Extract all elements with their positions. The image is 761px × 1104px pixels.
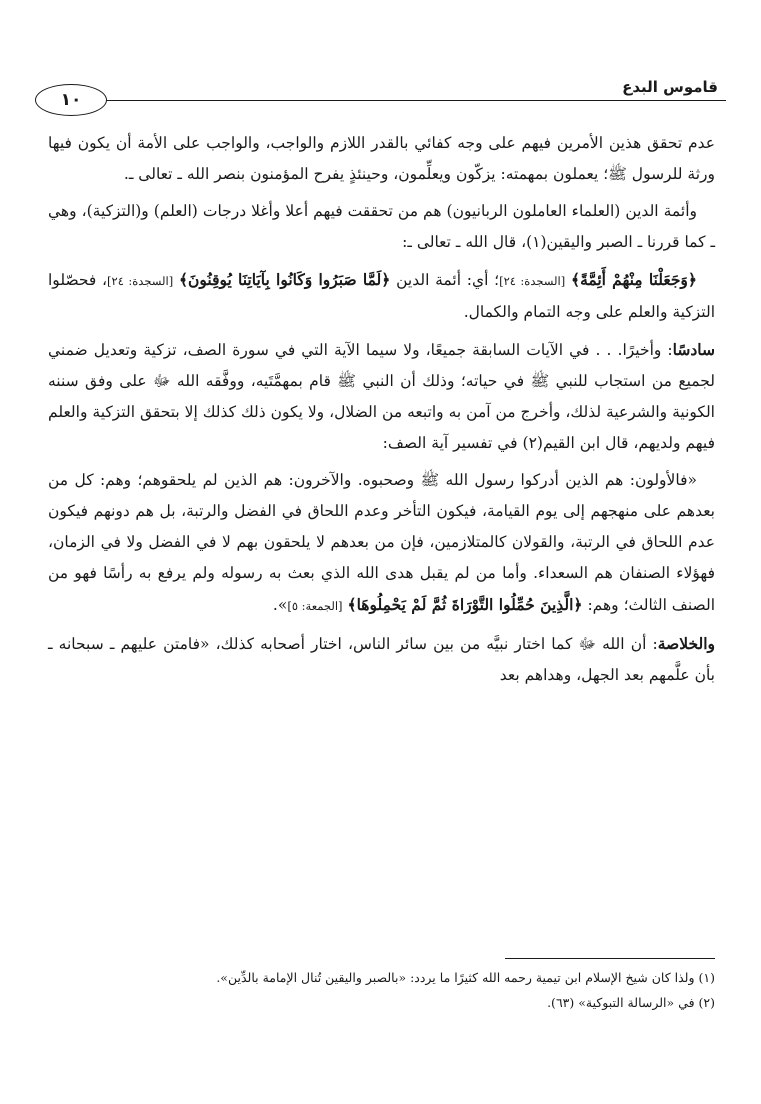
paragraph-2: وأئمة الدين (العلماء العاملون الربانيون) هم من تحققت فيهم أعلا وأغلا درجات (العلم) و(التزكية)، وهي ـ كما قررنا ـ الصبر واليقين(١)، قال الله ـ تعالى ـ: — [48, 202, 715, 251]
paragraph-3 — [48, 264, 715, 328]
section-lead-sixth: سادسًا — [672, 340, 715, 359]
verse-reference-2: [السجدة: ٢٤] — [107, 274, 174, 288]
paragraph-3-end: ، فحصّلوا التزكية والعلم على وجه التمام والكمال. — [48, 271, 715, 321]
verse-reference-3: [الجمعة: ٥] — [287, 599, 343, 613]
section-lead-summary: والخلاصة — [657, 634, 715, 653]
footnote-2: (٢) في «الرسالة التبوكية» (٦٣). — [547, 995, 715, 1010]
footnotes — [48, 958, 715, 1015]
paragraph-6 — [48, 628, 715, 691]
footnote-1: (١) ولذا كان شيخ الإسلام ابن تيمية رحمه الله كثيرًا ما يردد: «بالصبر واليقين تُنال الإمامة بالدِّين». — [216, 970, 715, 985]
paragraph-3-middle: ؛ أي: أئمة الدين — [396, 271, 500, 289]
running-title: قاموس البدع — [622, 78, 718, 96]
paragraph-1: عدم تحقق هذين الأمرين فيهم على وجه كفائي بالقدر اللازم والواجب، والواجب على الأمة أن يكون فيها ورثة للرسول ﷺ؛ يعملون بمهمته: يزكّون ويعلِّمون، وحينئذٍ يفرح المؤمنون بنصر الله ـ تعالى ـ. — [48, 134, 715, 183]
paragraph-6-text: : أن الله ﷻ كما اختار نبيَّه من بين سائر الناس، اختار أصحابه كذلك، «فامتن عليهم ـ سبحانه ـ بأن علَّمهم بعد الجهل، وهداهم بعد — [48, 635, 715, 684]
main-text — [48, 128, 715, 697]
paragraph-4-text: : وأخيرًا. . . في الآيات السابقة جميعًا، ولا سيما الآية التي في سورة الصف، تزكية وتعديل ضمني لجميع من استجاب للنبي ﷺ في حياته؛ وذلك أن النبي ﷺ قام بمهمَّتَيه، ووفَّقه الله ﷻ على وفق سننه الكونية والشرعية لذلك، وأخرج من آمن به واتبعه من الضلال، ولا يكون ذلك كذلك إلا بتحقق التزكية والعلم فيهم ولديهم، قال ابن القيم(٢) في تفسير آية الصف: — [48, 341, 715, 452]
paragraph-4 — [48, 334, 715, 459]
page-header — [35, 78, 726, 112]
page-number: ١٠ — [35, 84, 107, 116]
verse-reference-1: [السجدة: ٢٤] — [499, 274, 566, 288]
header-rule — [105, 100, 726, 101]
quran-verse-2: ﴿لَمَّا صَبَرُوا وَكَانُوا بِآيَاتِنَا يُوقِنُونَ﴾ — [178, 270, 391, 289]
quran-verse-1: ﴿وَجَعَلْنَا مِنْهُمْ أَئِمَّةً﴾ — [570, 270, 697, 289]
footnote-rule — [505, 958, 715, 959]
quran-verse-3: ﴿الَّذِينَ حُمِّلُوا التَّوْرَاةَ ثُمَّ لَمْ يَحْمِلُوهَا﴾ — [347, 595, 583, 614]
paragraph-5-text: «فالأولون: هم الذين أدركوا رسول الله ﷺ وصحبوه. والآخرون: هم الذين لم يلحقوهم؛ وهم: كل من بعدهم على منهجهم إلى يوم القيامة، فيكون التأخر وعدم اللحاق في الفضل والرتبة، بل هم دونهم فيكون عدم اللحاق في الرتبة، والقولان كالمتلازمين، فإن من بعدهم لا يلحقون بهم لا في الفضل ولا في الزمان، فهؤلاء الصنفان هم السعداء. وأما من لم يقبل هدى الله الذي بعث به رسوله ولم يرفع به رأسًا فهو من الصنف الثالث؛ وهم: — [48, 471, 715, 614]
paragraph-5-quote — [48, 465, 715, 622]
paragraph-5-end: ». — [272, 596, 288, 614]
